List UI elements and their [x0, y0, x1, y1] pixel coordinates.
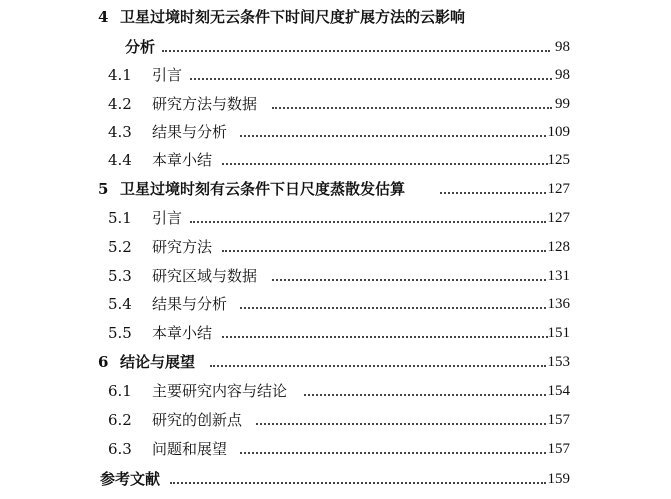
toc-row[interactable] [0, 92, 671, 116]
toc-page-number: 98 [555, 67, 570, 83]
toc-row[interactable] [0, 264, 671, 288]
dot-leader [256, 423, 546, 425]
toc-number: 5 [98, 180, 109, 198]
dot-leader [222, 336, 548, 338]
dot-leader [240, 452, 546, 454]
toc-row[interactable] [0, 350, 671, 374]
toc-page-number: 157 [547, 441, 570, 457]
toc-row[interactable] [0, 379, 671, 403]
toc-number: 4.4 [108, 151, 132, 169]
toc-number: 5.5 [108, 324, 132, 342]
toc-number: 5.1 [108, 209, 132, 227]
toc-row[interactable] [0, 177, 671, 201]
dot-leader [170, 482, 546, 484]
dot-leader [304, 394, 546, 396]
toc-number: 6.3 [108, 440, 132, 458]
toc-title: 卫星过境时刻无云条件下时间尺度扩展方法的云影响 [120, 8, 466, 26]
dot-leader [210, 365, 546, 367]
dot-leader [190, 78, 552, 80]
toc-row[interactable] [0, 292, 671, 316]
toc-row[interactable] [0, 437, 671, 461]
toc-number: 6 [98, 353, 109, 371]
toc-row[interactable] [0, 206, 671, 230]
dot-leader [222, 250, 546, 252]
toc-page-number: 109 [547, 124, 570, 140]
dot-leader [240, 307, 546, 309]
toc-page-number: 136 [547, 296, 570, 312]
toc-row[interactable] [0, 148, 671, 172]
toc-title: 引言 [152, 66, 183, 84]
toc-title: 研究方法与数据 [152, 95, 258, 113]
toc-title: 研究的创新点 [152, 411, 243, 429]
toc-number: 4.2 [108, 95, 132, 113]
toc-title: 研究区域与数据 [152, 267, 258, 285]
toc-number: 4 [98, 8, 109, 26]
toc-page-number: 127 [547, 210, 570, 226]
toc-page-number: 99 [555, 96, 570, 112]
toc-row[interactable] [0, 408, 671, 432]
toc-number: 6.1 [108, 382, 132, 400]
toc-row[interactable] [0, 467, 671, 491]
toc-number: 5.2 [108, 238, 132, 256]
toc-row[interactable] [0, 5, 671, 29]
toc-number: 5.3 [108, 267, 132, 285]
toc-row[interactable] [0, 63, 671, 87]
toc-page-number: 157 [547, 412, 570, 428]
toc-page-number: 98 [555, 39, 570, 55]
toc-title: 研究方法 [152, 238, 213, 256]
toc-page-number: 153 [547, 354, 570, 370]
toc-page-number: 159 [547, 471, 570, 487]
toc-title: 结果与分析 [152, 295, 228, 313]
toc-page-number: 154 [547, 383, 570, 399]
toc-title: 卫星过境时刻有云条件下日尺度蒸散发估算 [120, 180, 406, 198]
toc-title: 本章小结 [152, 151, 213, 169]
dot-leader [222, 163, 548, 165]
toc-title: 问题和展望 [152, 440, 228, 458]
toc-row[interactable] [0, 120, 671, 144]
dot-leader [240, 135, 546, 137]
toc-number: 5.4 [108, 295, 132, 313]
toc-page-number: 127 [547, 181, 570, 197]
toc-page-number: 128 [547, 239, 570, 255]
dot-leader [162, 50, 550, 52]
toc-row[interactable] [0, 235, 671, 259]
toc-title: 引言 [152, 209, 183, 227]
toc-page-number: 125 [547, 152, 570, 168]
toc-title: 参考文献 [100, 470, 161, 488]
toc-title: 本章小结 [152, 324, 213, 342]
toc-number: 4.1 [108, 66, 132, 84]
dot-leader [272, 279, 546, 281]
toc-number: 4.3 [108, 123, 132, 141]
toc-title: 结论与展望 [120, 353, 196, 371]
toc-page-number: 151 [547, 325, 570, 341]
toc-number: 6.2 [108, 411, 132, 429]
toc-row[interactable] [0, 321, 671, 345]
toc-page-number: 131 [547, 268, 570, 284]
toc-title: 结果与分析 [152, 123, 228, 141]
toc-title: 分析 [125, 38, 156, 56]
toc-title: 主要研究内容与结论 [152, 382, 288, 400]
dot-leader [190, 221, 546, 223]
dot-leader [272, 107, 552, 109]
toc-row[interactable] [0, 35, 671, 59]
